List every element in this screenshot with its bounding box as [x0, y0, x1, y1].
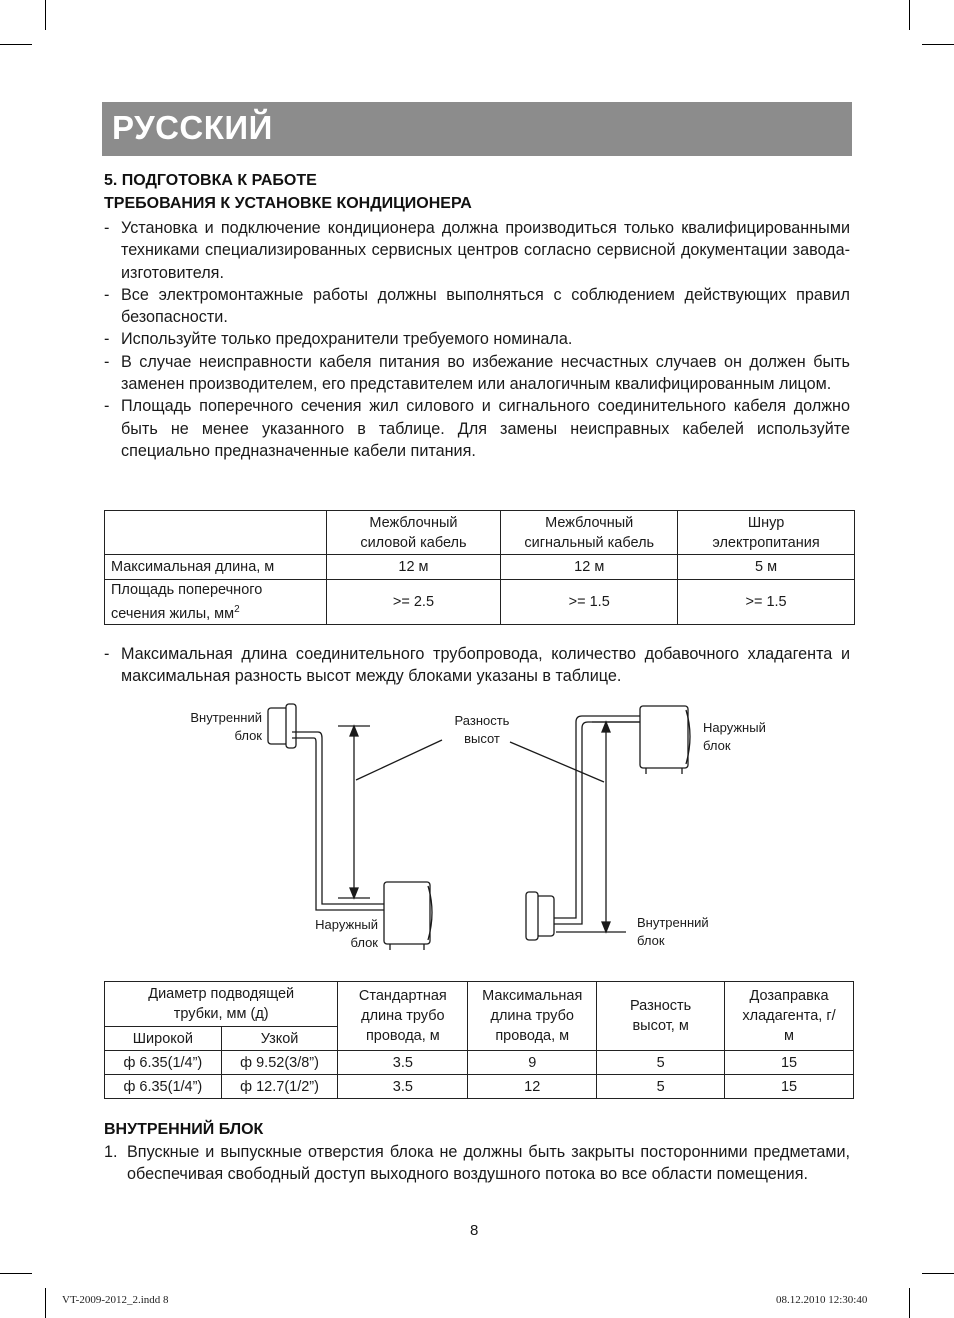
- label-indoor-unit-left: Внутренний блок: [190, 710, 262, 743]
- table-cell: 9: [468, 1051, 597, 1075]
- leader-line: [356, 740, 442, 780]
- table-cell: >= 2.5: [326, 580, 501, 625]
- table-header: Дозаправка хладагента, г/м: [725, 982, 854, 1051]
- table-cell: ф 9.52(3/8”): [221, 1051, 338, 1075]
- indoor-unit-left-icon: [268, 704, 296, 748]
- table-header: Узкой: [221, 1027, 338, 1051]
- table-cell: ф 6.35(1/4”): [105, 1075, 222, 1099]
- indoor-unit-title: ВНУТРЕННИЙ БЛОК: [104, 1121, 264, 1138]
- footer-timestamp: 08.12.2010 12:30:40: [776, 1294, 868, 1306]
- subsection-title: ТРЕБОВАНИЯ К УСТАНОВКЕ КОНДИЦИОНЕРА: [104, 195, 472, 212]
- list-item: - Все электромонтажные работы должны выполняться с соблюдением действующих правил безопасности.: [104, 285, 850, 327]
- section-title: 5. ПОДГОТОВКА К РАБОТЕ: [104, 172, 317, 189]
- table-cell: 12 м: [326, 555, 501, 580]
- table-header: Максимальная длина трубо провода, м: [468, 982, 597, 1051]
- list-item: - В случае неисправности кабеля питания во избежание несчастных случаев он должен быть заменен производителем, его представителем или аналогичным квалифицированным лицом.: [104, 352, 850, 394]
- table-cell: ф 12.7(1/2”): [221, 1075, 338, 1099]
- table-cell: 3.5: [338, 1051, 468, 1075]
- list-item: - Площадь поперечного сечения жил силового и сигнального соединительного кабеля должно быть не менее указанного в таблице. Для замены неисправных кабелей используйте специально предназначенные кабели питания.: [104, 397, 850, 460]
- label-height-difference: Разность высот: [454, 713, 510, 746]
- table-header: Широкой: [105, 1027, 222, 1051]
- table-cell: 5: [597, 1075, 725, 1099]
- indoor-unit-item: [104, 1141, 850, 1186]
- table-cell: 5 м: [678, 555, 855, 580]
- label-outdoor-unit-left: Наружный блок: [315, 917, 378, 950]
- table-cell: 3.5: [338, 1075, 468, 1099]
- height-dimension-right: [556, 722, 640, 932]
- table-cell: >= 1.5: [501, 580, 678, 625]
- list-item: - Максимальная длина соединительного трубопровода, количество добавочного хладагента и максимальная разность высот между блоками указаны в таблице.: [104, 645, 850, 686]
- pipe-left-inner: [292, 738, 386, 910]
- item-text: Впускные и выпускные отверстия блока не должны быть закрыты посторонними предметами, обеспечивая свободный доступ выходного воздушного потока во все области помещения.: [127, 1143, 850, 1184]
- label-outdoor-unit-right: Наружный блок: [703, 720, 766, 753]
- pipe-right: [546, 716, 640, 918]
- label-indoor-unit-right: Внутренний блок: [637, 915, 709, 948]
- item-number: 1.: [104, 1143, 118, 1161]
- page-number: 8: [470, 1222, 479, 1239]
- outdoor-unit-right-icon: [640, 706, 690, 774]
- table-cell: 12 м: [501, 555, 678, 580]
- outdoor-unit-left-icon: [384, 882, 432, 950]
- table-cell: 5: [597, 1051, 725, 1075]
- table-row-label: Максимальная длина, м: [105, 555, 327, 580]
- list-item: - Используйте только предохранители требуемого номинала.: [104, 330, 573, 349]
- table-header: Межблочный сигнальный кабель: [501, 511, 678, 555]
- pipe-left: [292, 732, 386, 904]
- table-header: Разность высот, м: [597, 982, 725, 1051]
- table-cell: >= 1.5: [678, 580, 855, 625]
- table-cell: ф 6.35(1/4”): [105, 1051, 222, 1075]
- table-header: Межблочный силовой кабель: [326, 511, 501, 555]
- footer-file-name: VT-2009-2012_2.indd 8: [62, 1294, 169, 1306]
- list-item: - Установка и подключение кондиционера должна производиться только квалифицированными техниками специализированных сервисных центров согласно сервисной документации завода-изготовителя.: [104, 219, 850, 282]
- leader-line: [510, 742, 604, 782]
- language-header-text: РУССКИЙ: [112, 109, 273, 146]
- table-cell: 15: [725, 1051, 854, 1075]
- pipe-right-inner: [546, 722, 640, 924]
- height-dimension-left: [338, 726, 370, 898]
- table-cell: 12: [468, 1075, 597, 1099]
- table-header: Стандартная длина трубо провода, м: [338, 982, 468, 1051]
- pipe-table: [104, 981, 854, 1099]
- table-row-label: Площадь поперечного сечения жилы, $мм^2$: [105, 580, 327, 625]
- table-cell: 15: [725, 1075, 854, 1099]
- table-header: Диаметр подводящей трубки, мм (д): [105, 982, 338, 1027]
- table-header: Шнур электропитания: [678, 511, 855, 555]
- indoor-unit-right-icon: [526, 892, 554, 940]
